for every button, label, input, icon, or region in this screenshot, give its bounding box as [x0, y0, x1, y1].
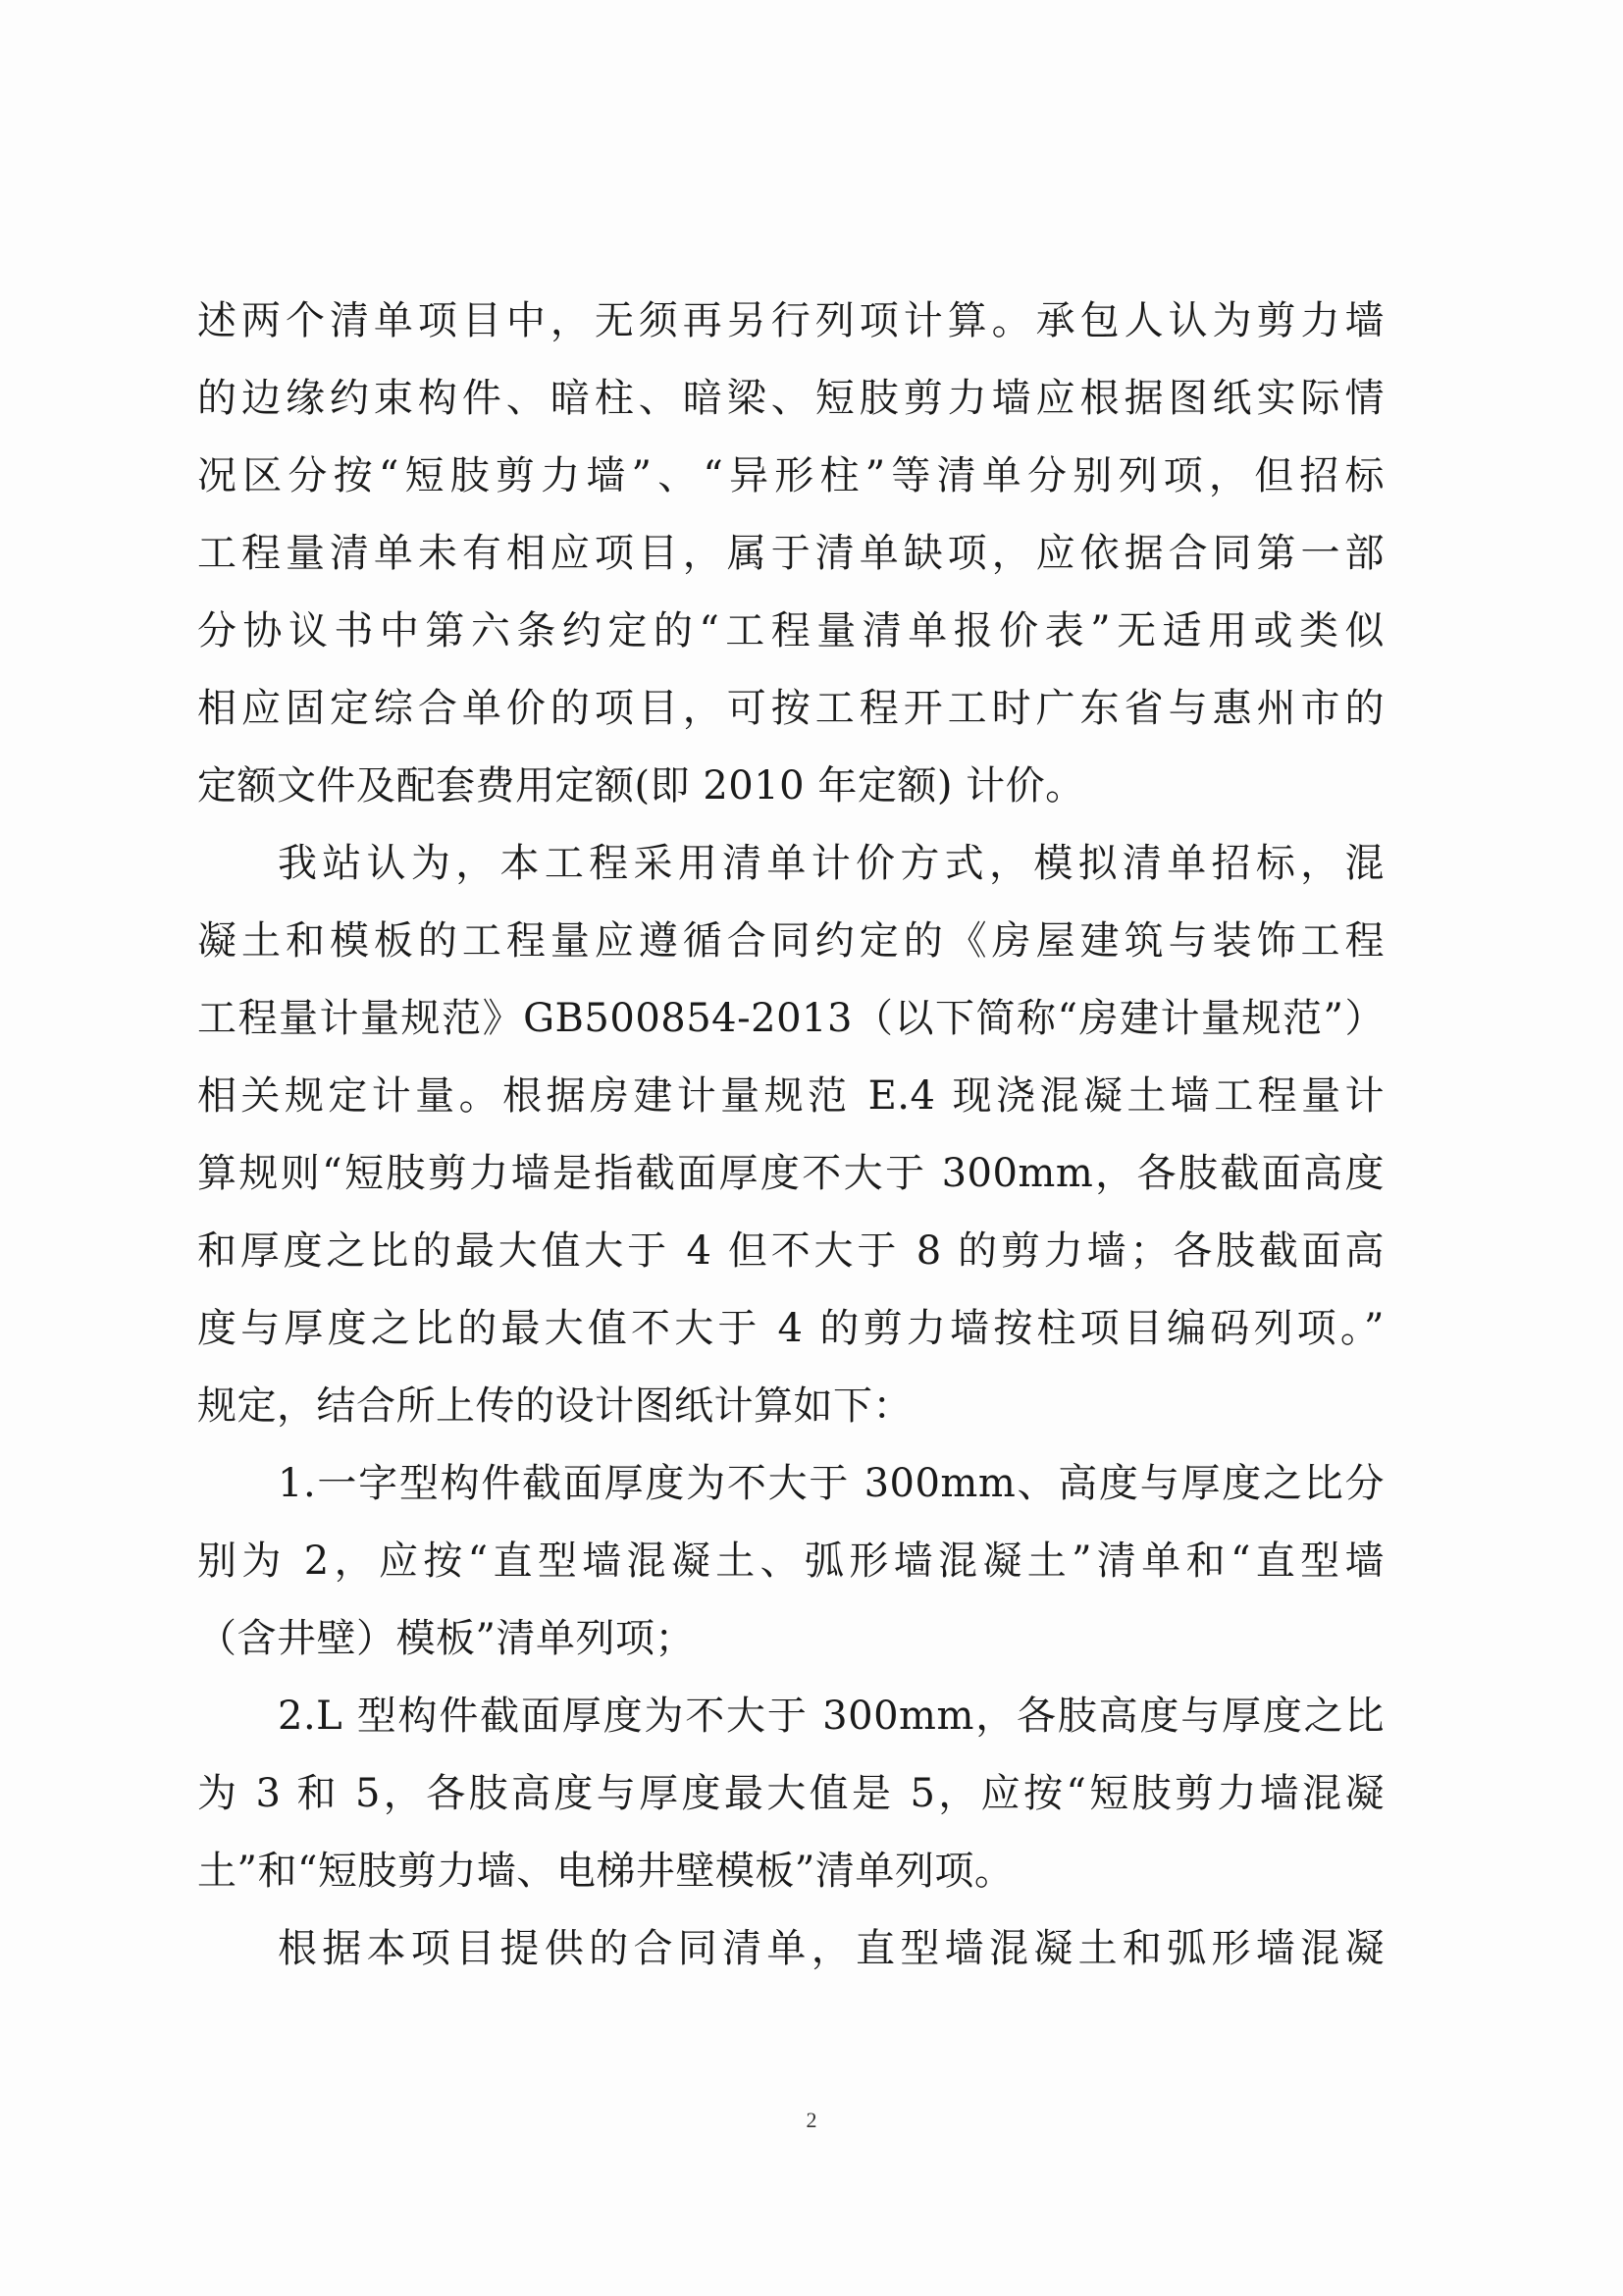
- text-line: 算规则“短肢剪力墙是指截面厚度不大于 300mm，各肢截面高度: [197, 1151, 1385, 1196]
- text-line: 和厚度之比的最大值大于 4 但不大于 8 的剪力墙；各肢截面高: [197, 1228, 1385, 1274]
- text-line: 相应固定综合单价的项目，可按工程开工时广东省与惠州市的: [197, 686, 1385, 731]
- body-text: [197, 283, 1385, 1988]
- text-line: 2.L 型构件截面厚度为不大于 300mm，各肢高度与厚度之比: [278, 1694, 1385, 1739]
- text-line: 定额文件及配套费用定额(即 2010 年定额) 计价。: [197, 763, 1085, 809]
- text-line: 分协议书中第六条约定的“工程量清单报价表”无适用或类似: [197, 608, 1385, 653]
- text-line: 的边缘约束构件、暗柱、暗梁、短肢剪力墙应根据图纸实际情: [197, 376, 1385, 421]
- text-line: 1.一字型构件截面厚度为不大于 300mm、高度与厚度之比分: [278, 1461, 1385, 1506]
- text-line: 根据本项目提供的合同清单，直型墙混凝土和弧形墙混凝: [278, 1926, 1385, 1971]
- text-line: 为 3 和 5，各肢高度与厚度最大值是 5，应按“短肢剪力墙混凝: [197, 1771, 1385, 1816]
- text-line: 工程量计量规范》GB500854-2013（以下简称“房建计量规范”）: [197, 996, 1385, 1041]
- text-line: 凝土和模板的工程量应遵循合同约定的《房屋建筑与装饰工程: [197, 918, 1385, 964]
- text-line: 土”和“短肢剪力墙、电梯井壁模板”清单列项。: [197, 1849, 1015, 1894]
- text-line: 况区分按“短肢剪力墙”、“异形柱”等清单分别列项，但招标: [197, 453, 1385, 498]
- text-line: 工程量清单未有相应项目，属于清单缺项，应依据合同第一部: [197, 531, 1385, 576]
- text-line: 我站认为，本工程采用清单计价方式，模拟清单招标，混: [278, 841, 1385, 886]
- text-line: 别为 2，应按“直型墙混凝土、弧形墙混凝土”清单和“直型墙: [197, 1539, 1385, 1584]
- page-number: 2: [806, 2108, 817, 2132]
- text-line: 述两个清单项目中，无须再另行列项计算。承包人认为剪力墙: [197, 298, 1385, 343]
- text-line: （含井壁）模板”清单列项；: [197, 1616, 695, 1661]
- text-line: 度与厚度之比的最大值不大于 4 的剪力墙按柱项目编码列项。”: [197, 1306, 1385, 1351]
- text-line: 相关规定计量。根据房建计量规范 E.4 现浇混凝土墙工程量计: [197, 1073, 1385, 1119]
- text-line: 规定，结合所上传的设计图纸计算如下：: [197, 1383, 913, 1429]
